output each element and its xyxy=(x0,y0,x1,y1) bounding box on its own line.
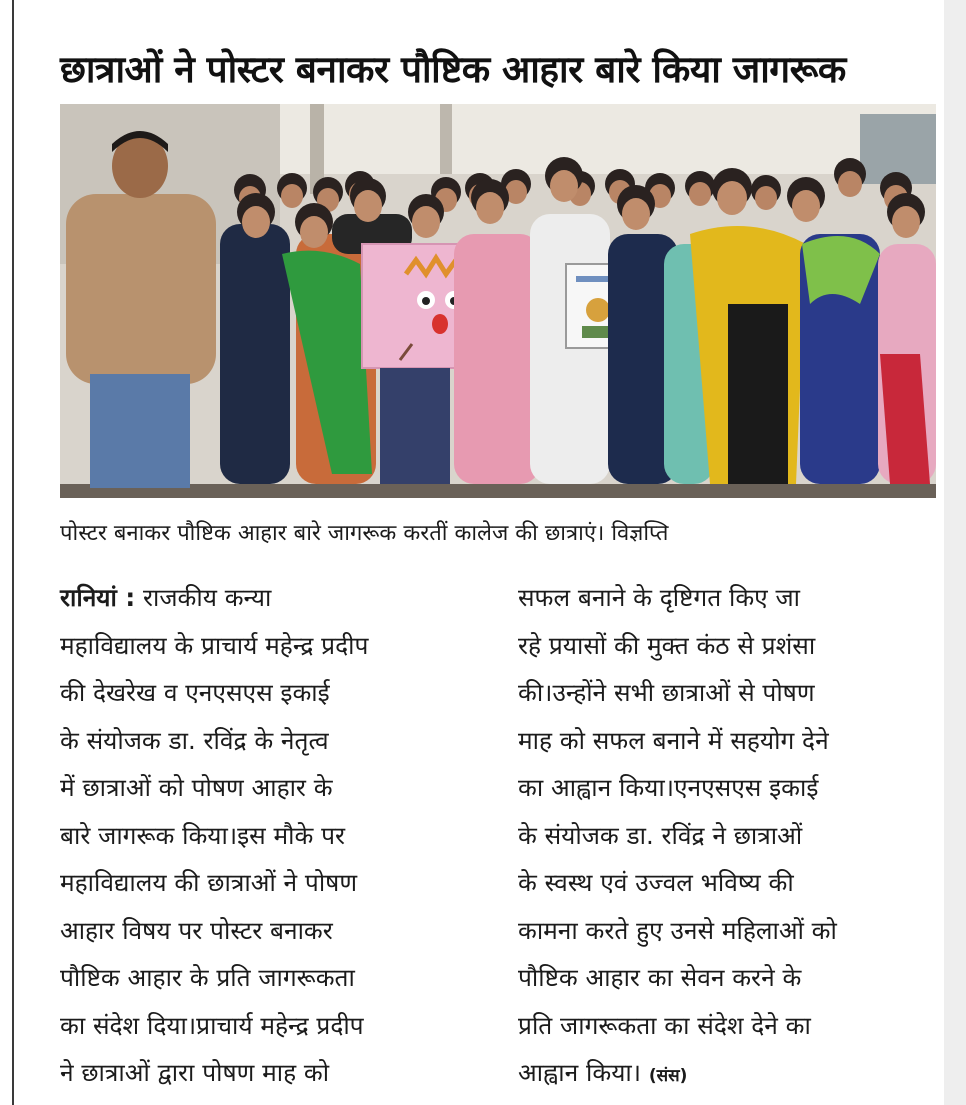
body-line: का आह्वान किया।एनएसएस इकाई xyxy=(518,773,819,802)
body-column-right xyxy=(518,574,928,1097)
body-text: राजकीय कन्या xyxy=(135,583,272,612)
body-column-left xyxy=(60,574,470,1097)
body-line: के संयोजक डा. रविंद्र के नेतृत्व xyxy=(60,725,329,755)
agency-credit: (संस) xyxy=(648,1066,688,1086)
body-line xyxy=(60,574,470,622)
body-line: आहार विषय पर पोस्टर बनाकर xyxy=(60,915,333,945)
body-line: का संदेश दिया।प्राचार्य महेन्द्र प्रदीप xyxy=(60,1010,364,1040)
body-line: माह को सफल बनाने में सहयोग देने xyxy=(518,725,829,755)
photo-caption: पोस्टर बनाकर पौष्टिक आहार बारे जागरूक करतीं कालेज की छात्राएं। विज्ञप्ति xyxy=(60,521,669,546)
body-line: बारे जागरूक किया।इस मौके पर xyxy=(60,820,346,850)
body-line: महाविद्यालय की छात्राओं ने पोषण xyxy=(60,868,358,897)
body-line: ने छात्राओं द्वारा पोषण माह को xyxy=(60,1058,330,1087)
body-line: की।उन्होंने सभी छात्राओं से पोषण xyxy=(518,678,815,707)
body-line: पौष्टिक आहार का सेवन करने के xyxy=(518,963,802,992)
body-line: सफल बनाने के दृष्टिगत किए जा xyxy=(518,583,801,612)
body-line: रहे प्रयासों की मुक्त कंठ से प्रशंसा xyxy=(518,630,816,660)
column-rule xyxy=(12,0,14,1105)
dateline: रानियां : xyxy=(60,583,136,612)
body-line: कामना करते हुए उनसे महिलाओं को xyxy=(518,915,837,945)
body-line: पौष्टिक आहार के प्रति जागरूकता xyxy=(60,963,355,992)
news-photo xyxy=(60,104,936,498)
body-line: में छात्राओं को पोषण आहार के xyxy=(60,773,333,802)
body-line: के स्वस्थ एवं उज्वल भविष्य की xyxy=(518,868,794,897)
body-line: प्रति जागरूकता का संदेश देने का xyxy=(518,1010,811,1040)
page-edge xyxy=(944,0,966,1105)
body-line: की देखरेख व एनएसएस इकाई xyxy=(60,678,330,707)
body-line xyxy=(518,1049,928,1097)
body-line: के संयोजक डा. रविंद्र ने छात्राओं xyxy=(518,820,803,850)
body-text: आह्वान किया। xyxy=(518,1058,642,1087)
headline: छात्राओं ने पोस्टर बनाकर पौष्टिक आहार बारे किया जागरूक xyxy=(60,48,846,91)
body-line: महाविद्यालय के प्राचार्य महेन्द्र प्रदीप xyxy=(60,630,369,660)
